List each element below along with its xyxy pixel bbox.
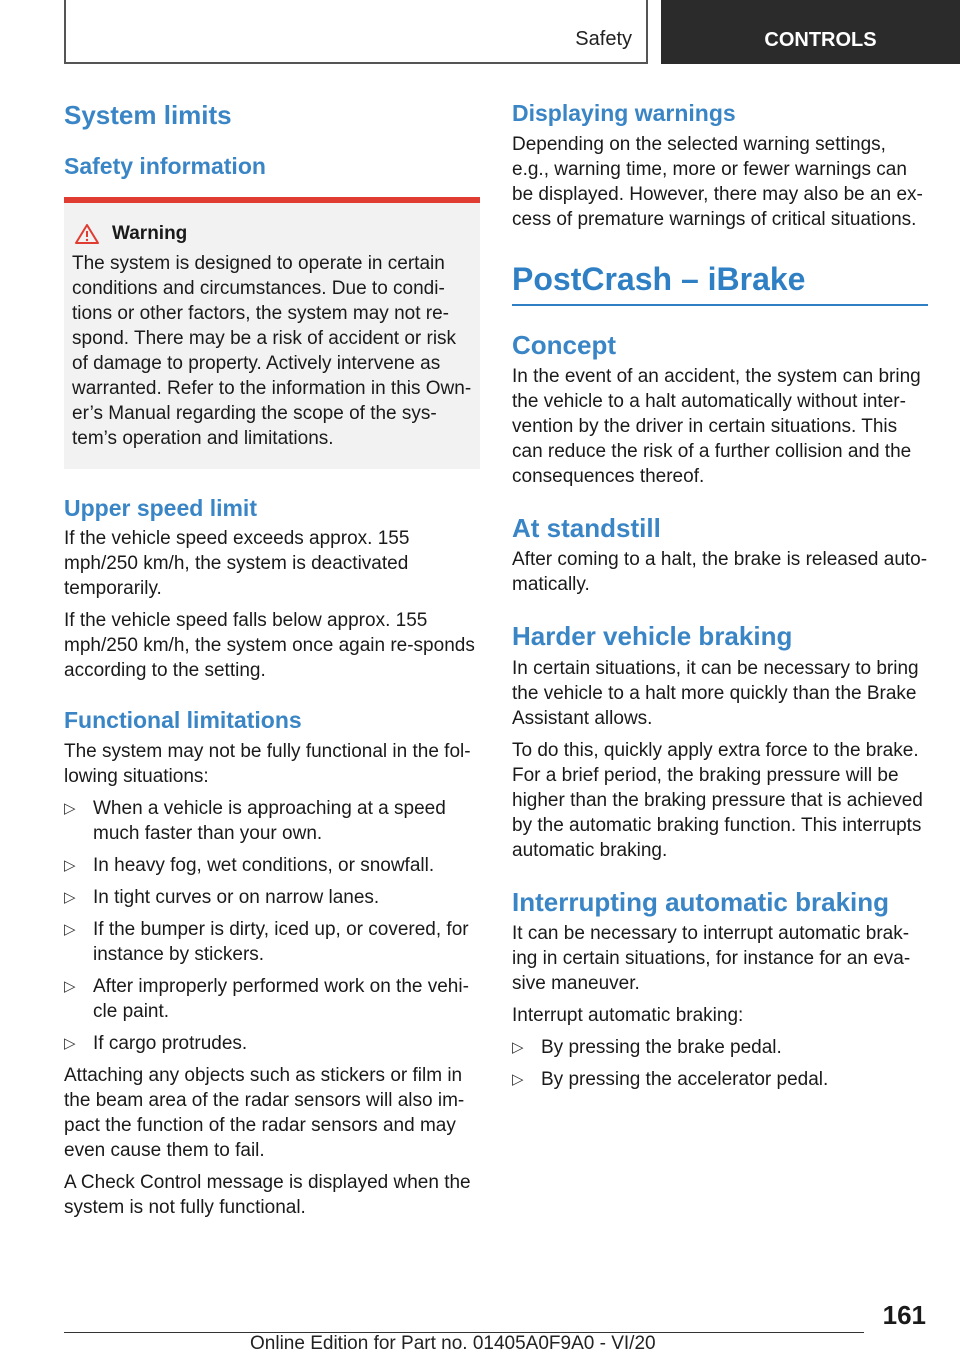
- list-item: ▷ In tight curves or on narrow lanes.: [64, 886, 380, 908]
- list-item: ▷ If cargo protrudes.: [64, 1032, 248, 1054]
- triangle-bullet-icon: ▷: [64, 856, 76, 874]
- heading-concept: Concept: [512, 329, 616, 360]
- harder-paragraph-2: To do this, quickly apply extra force to the brake. For a brief period, the braking pressure will be higher than the braking pressure that is achieved by the automatic braking function. This interrupts automatic braking.: [512, 739, 923, 861]
- functional-list: [64, 796, 480, 1056]
- heading-displaying-warnings: Displaying warnings: [512, 100, 736, 126]
- functional-paragraph-3: A Check Control message is displayed when the system is not fully functional.: [64, 1171, 471, 1218]
- functional-paragraph-2: Attaching any objects such as stickers or film in the beam area of the radar sensors will also im-pact the function of the radar sensors and may even cause them to fail.: [64, 1064, 465, 1161]
- triangle-bullet-icon: ▷: [64, 920, 76, 938]
- list-item: ▷ By pressing the brake pedal.: [512, 1036, 782, 1058]
- header-chapter-title: CONTROLS: [764, 29, 877, 51]
- triangle-bullet-icon: ▷: [512, 1070, 524, 1088]
- right-column: [512, 100, 928, 1092]
- list-item: ▷ By pressing the accelerator pedal.: [512, 1068, 829, 1090]
- warning-title: Warning: [112, 222, 188, 244]
- functional-intro: The system may not be fully functional in the fol-lowing situations:: [64, 740, 471, 787]
- warning-body: The system is designed to operate in certain conditions and circumstances. Due to condi-tions or other factors, the system may not re-spond. There may be a risk of accident or risk of damage to property. Actively intervene as warranted. Refer to the information in this Own-er’s Manual regarding the scope of the sys-tem’s operation and limitations.: [72, 252, 472, 449]
- harder-paragraph-1: In certain situations, it can be necessary to bring the vehicle to a halt more quickly than the Brake Assistant allows.: [512, 657, 919, 729]
- interrupting-paragraph-2: Interrupt automatic braking:: [512, 1004, 744, 1026]
- list-item: ▷ If the bumper is dirty, iced up, or covered, for instance by stickers.: [64, 918, 469, 965]
- header-section-box: [64, 0, 648, 64]
- header-section-title: Safety: [575, 28, 632, 50]
- postcrash-heading-block: [512, 260, 928, 306]
- heading-at-standstill: At standstill: [512, 513, 661, 544]
- heading-harder-vehicle-braking: Harder vehicle braking: [512, 621, 793, 652]
- page-number: 161: [882, 1300, 926, 1330]
- heading-postcrash-ibrake: PostCrash – iBrake: [512, 260, 806, 297]
- upper-speed-paragraph-1: If the vehicle speed exceeds approx. 155 mph/250 km/h, the system is deactivated temporarily.: [64, 528, 410, 600]
- triangle-bullet-icon: ▷: [512, 1038, 524, 1056]
- interrupting-list: [512, 1035, 928, 1092]
- warning-triangle-icon: [74, 223, 100, 245]
- interrupting-paragraph-1: It can be necessary to interrupt automatic brak-ing in certain situations, for instance for an eva-sive maneuver.: [512, 922, 911, 994]
- heading-upper-speed-limit: Upper speed limit: [64, 494, 257, 521]
- triangle-bullet-icon: ▷: [64, 799, 76, 817]
- list-item: ▷ When a vehicle is approaching at a speed much faster than your own.: [64, 797, 446, 844]
- footer-edition: Online Edition for Part no. 01405A0F9A0 - VI/20: [250, 1333, 656, 1354]
- warning-box: [64, 197, 480, 469]
- heading-safety-information: Safety information: [64, 153, 266, 180]
- standstill-paragraph: After coming to a halt, the brake is released auto-matically.: [512, 549, 928, 596]
- left-column: [64, 100, 480, 1220]
- heading-functional-limitations: Functional limitations: [64, 707, 302, 734]
- concept-paragraph: In the event of an accident, the system can bring the vehicle to a halt automatically without inter-vention by the driver in certain situations. This can reduce the risk of a further collision and the consequences thereof.: [512, 366, 921, 488]
- displaying-paragraph: Depending on the selected warning settings, e.g., warning time, more or fewer warnings can be displayed. However, there may also be an ex-cess of premature warnings of critical situations.: [512, 133, 923, 230]
- triangle-bullet-icon: ▷: [64, 888, 76, 906]
- heading-system-limits: System limits: [64, 100, 232, 130]
- list-item: ▷ After improperly performed work on the vehi-cle paint.: [64, 975, 469, 1022]
- triangle-bullet-icon: ▷: [64, 1034, 76, 1052]
- header-chapter-tab: [661, 0, 960, 64]
- triangle-bullet-icon: ▷: [64, 977, 76, 995]
- warning-title-row: [72, 223, 472, 245]
- heading-interrupting-automatic-braking: Interrupting automatic braking: [512, 886, 890, 917]
- list-item: ▷ In heavy fog, wet conditions, or snowfall.: [64, 854, 435, 876]
- upper-speed-paragraph-2: If the vehicle speed falls below approx. 155 mph/250 km/h, the system once again re-sponds according to the setting.: [64, 610, 475, 682]
